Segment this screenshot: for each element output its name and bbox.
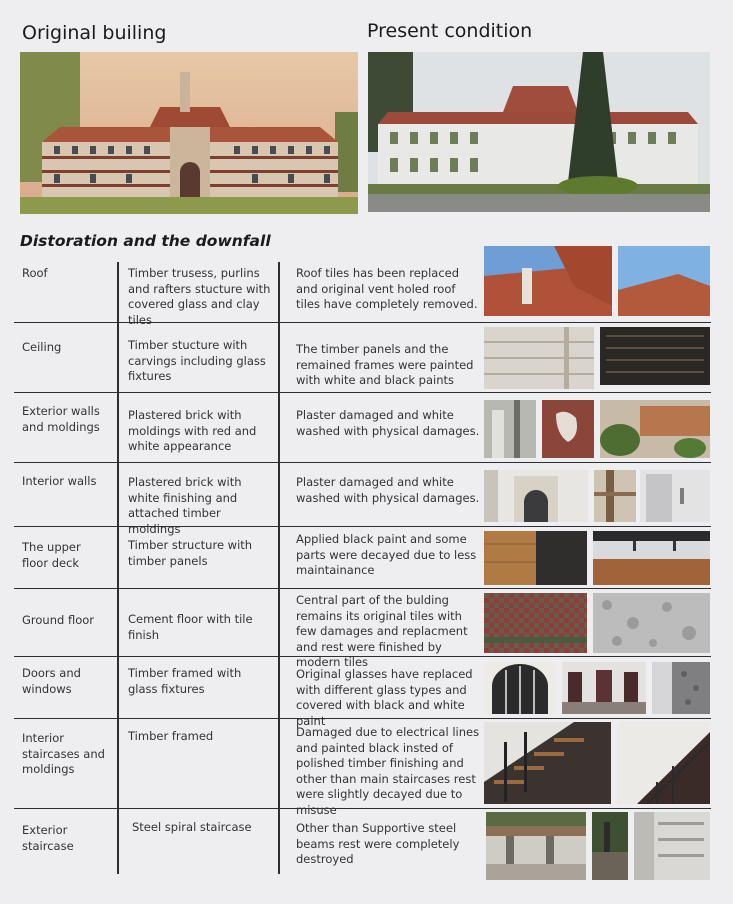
roof-photo-2 [618, 246, 710, 316]
row-roof-present: Roof tiles has been replaced and original vent holed roof tiles have completely removed. [296, 266, 478, 311]
ceiling-photo-2 [600, 327, 710, 385]
roof-photo-1 [484, 246, 612, 316]
ceiling-photo-1 [484, 327, 594, 389]
exterior-wall-photo-1 [484, 400, 536, 458]
row-upper-floor-element: The upper floor deck [22, 540, 81, 570]
doors-windows-photo-1 [484, 662, 556, 714]
interior-wall-photo-3 [640, 470, 710, 522]
row-ground-floor-element: Ground floor [22, 613, 94, 627]
interior-staircase-photo-2 [617, 722, 710, 804]
row-ground-floor-present: Central part of the bulding remains its original tiles with few damages and replacment and rest were finished by modern tiles [296, 593, 468, 669]
row-exterior-walls-present: Plaster damaged and white washed with physical damages. [296, 408, 480, 438]
present-condition-heading: Present condition [367, 20, 533, 42]
row-interior-walls-present: Plaster damaged and white washed with physical damages. [296, 475, 480, 505]
row-upper-floor-present: Applied black paint and some parts were decayed due to less maintainance [296, 532, 477, 577]
row-interior-staircases-present: Damaged due to electrical lines and painted black insted of polished timber finishing and other than main staircases rest were slightly decayed due to misuse [296, 725, 480, 817]
row-roof-element: Roof [22, 266, 48, 280]
row-interior-staircases-element: Interior staircases and moldings [22, 731, 105, 776]
ground-floor-photo-1 [484, 593, 587, 653]
exterior-wall-photo-3 [600, 400, 710, 458]
column-divider [117, 262, 119, 874]
original-building-heading: Original builing [22, 22, 167, 44]
original-building-image [20, 52, 358, 214]
column-divider [278, 262, 280, 874]
row-ceiling-element: Ceiling [22, 340, 62, 354]
row-upper-floor-original: Timber structure with timber panels [128, 538, 253, 568]
row-ceiling-original: Timber stucture with carvings including glass fixtures [128, 338, 266, 383]
upper-floor-photo-1 [484, 531, 587, 585]
row-doors-windows-element: Doors and windows [22, 666, 81, 696]
row-exterior-walls-element: Exterior walls and moldings [22, 404, 100, 434]
row-exterior-walls-original: Plastered brick with moldings with red and white appearance [128, 408, 257, 453]
row-exterior-staircase-original: Steel spiral staircase [132, 820, 252, 834]
interior-staircase-photo-1 [484, 722, 611, 804]
doors-windows-photo-2 [562, 662, 646, 714]
row-roof-original: Timber trusess, purlins and rafters stucture with covered glass and clay tiles [128, 266, 271, 327]
exterior-wall-photo-2 [542, 400, 594, 458]
row-doors-windows-present: Original glasses have replaced with different glass types and covered with black and white paint [296, 667, 473, 728]
exterior-staircase-photo-1 [486, 812, 586, 880]
ground-floor-photo-2 [593, 593, 710, 653]
row-interior-staircases-original: Timber framed [128, 729, 214, 743]
upper-floor-photo-2 [593, 531, 710, 585]
row-exterior-staircase-present: Other than Supportive steel beams rest were completely destroyed [296, 821, 460, 866]
section-title: Distoration and the downfall [20, 232, 271, 250]
row-exterior-staircase-element: Exterior staircase [22, 823, 74, 853]
doors-windows-photo-3 [652, 662, 710, 714]
exterior-staircase-photo-3 [634, 812, 710, 880]
row-doors-windows-original: Timber framed with glass fixtures [128, 666, 242, 696]
interior-wall-photo-1 [484, 470, 588, 522]
row-ceiling-present: The timber panels and the remained frames were painted with white and black paints [296, 342, 474, 387]
interior-wall-photo-2 [594, 470, 636, 522]
row-interior-walls-original: Plastered brick with white finishing and attached timber moldings [128, 475, 242, 536]
present-condition-image [368, 52, 710, 212]
row-interior-walls-element: Interior walls [22, 474, 97, 488]
exterior-staircase-photo-2 [592, 812, 628, 880]
row-ground-floor-original: Cement floor with tile finish [128, 612, 253, 642]
